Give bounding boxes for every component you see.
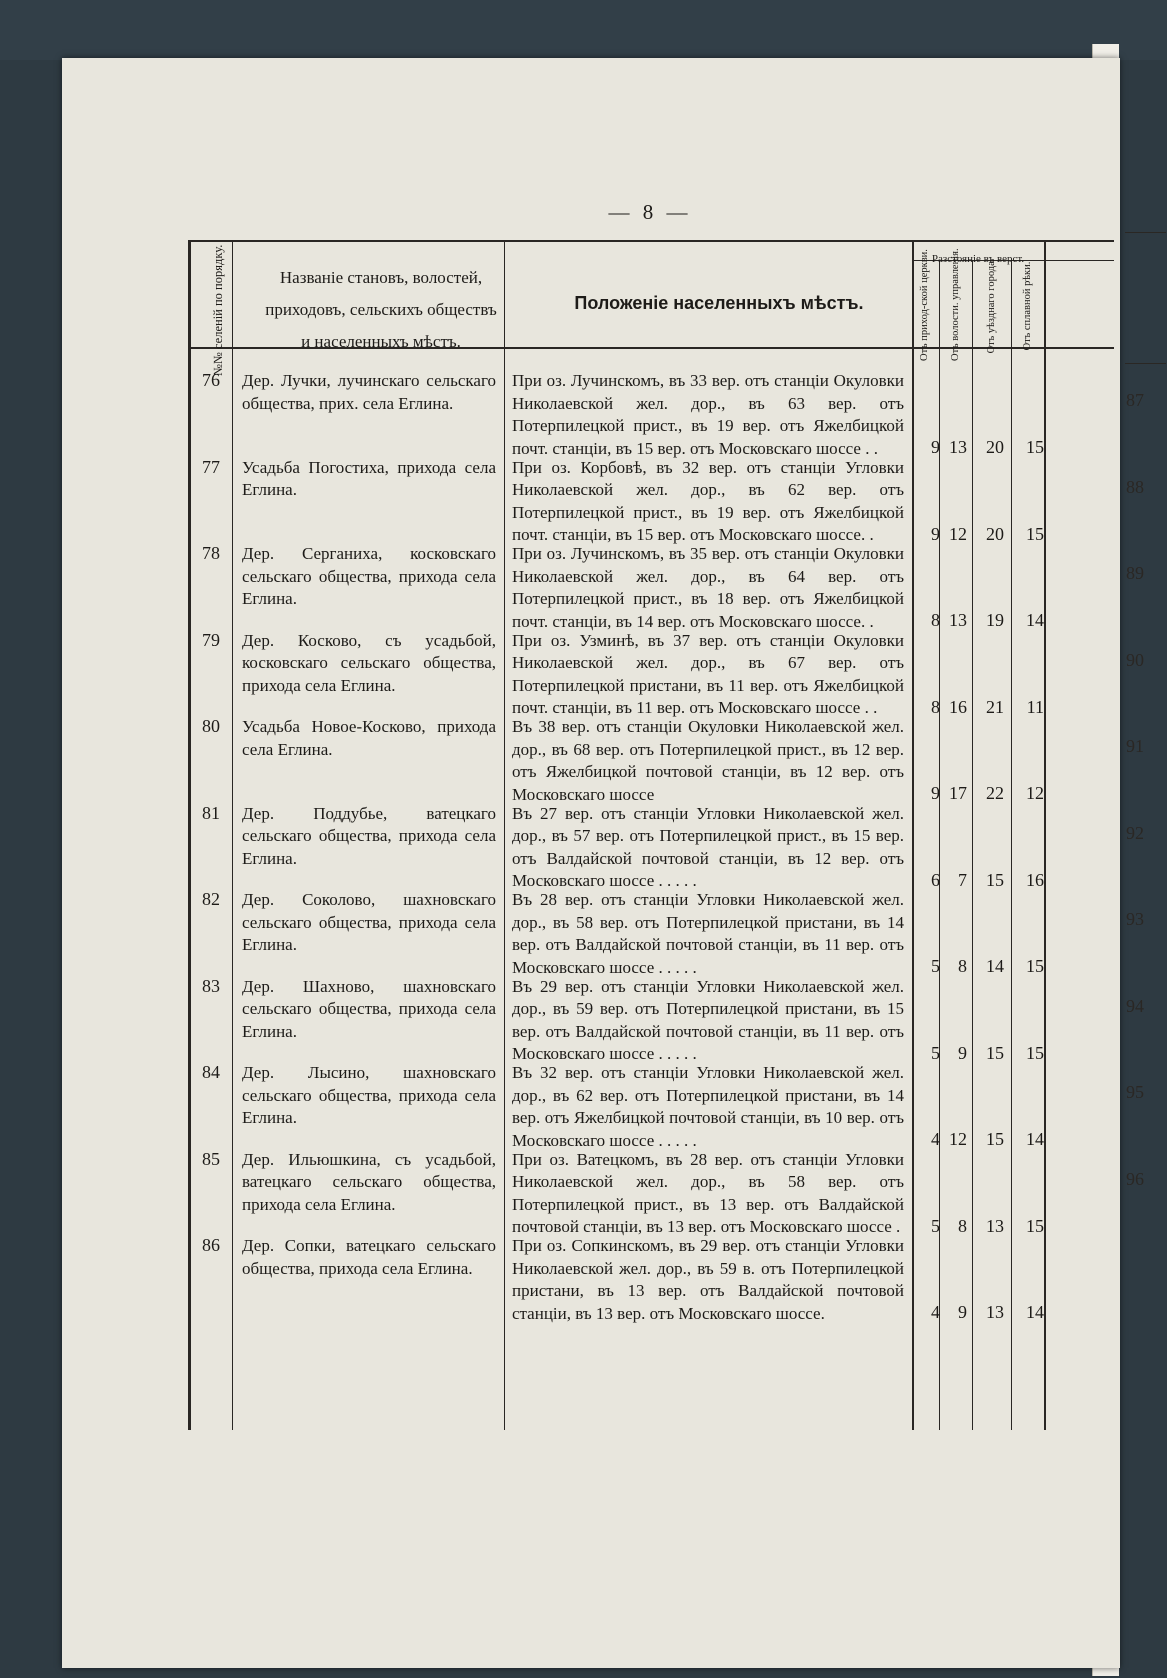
header-names-line: Названіе становъ, волостей, [279, 268, 483, 287]
dist-town: 20 [986, 437, 1004, 457]
row-place-name: Дер. Ильюшкина, съ усадьбой, ватецкаго сельскаго общества, прихода села Еглина. [242, 1149, 496, 1214]
neighbor-page-number: 87 [1126, 390, 1144, 410]
dist-volost: 9 [958, 1042, 967, 1063]
header-names-line: приходовъ, сельскихъ обществъ [265, 300, 497, 319]
dist-river: 16 [1026, 869, 1044, 890]
row-place-name: Дер. Сопки, ватецкаго сельскаго общества, прихода села Еглина. [242, 1236, 496, 1278]
dist-church: 4 [931, 1129, 940, 1149]
row-place-name: Дер. Поддубье, ватецкаго сельскаго общества, прихода села Еглина. [242, 803, 496, 868]
row-number: 83 [202, 975, 220, 996]
dist-church: 5 [931, 1042, 940, 1063]
dist-town: 22 [986, 783, 1004, 803]
dist-river: 15 [1026, 956, 1044, 976]
dist-river: 14 [1026, 1302, 1044, 1322]
dist-town: 15 [986, 1129, 1004, 1149]
row-position-text: При оз. Корбовѣ, въ 32 вер. отъ станціи Угловки Николаевской жел. дор., въ 62 вер. отъ Потерпилецкой прист., въ 19 вер. отъ Яжелбицкой почт. станціи, въ 15 вер. отъ Московскаго шоссе. . [512, 457, 904, 545]
row-position-text: При оз. Ватецкомъ, въ 28 вер. отъ станціи Угловки Николаевской жел. дор., въ 58 вер. отъ Потерпилецкой прист., въ 13 вер. отъ Валдайской почтовой станціи, въ 13 вер. отъ Московскаго шоссе . [512, 1149, 904, 1237]
dist-river: 15 [1026, 1215, 1044, 1236]
dist-church: 5 [931, 1215, 940, 1236]
row-position-text: При оз. Узминѣ, въ 37 вер. отъ станціи Окуловки Николаевской жел. дор., въ 67 вер. отъ Потерпилецкой пристани, въ 11 вер. отъ Яжелбицкой почт. станціи, въ 11 вер. отъ Московскаго шоссе . . [512, 630, 904, 718]
row-position-text: Въ 38 вер. отъ станціи Окуловки Николаевской жел. дор., въ 68 вер. отъ Потерпилецкой прист., въ 12 вер. отъ Яжелбицкой почтовой станціи, въ 12 вер. отъ Московскаго шоссе [512, 717, 904, 804]
header-distances-title: Разстояніе въ верст. [931, 253, 1025, 265]
dist-town: 14 [986, 956, 1004, 976]
dist-church: 6 [931, 869, 940, 890]
row-position-text: При оз. Лучинскомъ, въ 35 вер. отъ станціи Окуловки Николаевской жел. дор., въ 64 вер. отъ Потерпилецкой прист., въ 18 вер. отъ Яжелбицкой почт. станціи, въ 14 вер. отъ Московскаго шоссе. . [512, 544, 904, 631]
dist-church: 9 [931, 437, 940, 457]
row-place-name: Дер. Лысино, шахновскаго сельскаго общества, прихода села Еглина. [242, 1063, 496, 1128]
row-number: 86 [202, 1235, 220, 1255]
header-dist-church: Отъ приход-ской церкви. [919, 249, 930, 361]
dist-church: 9 [931, 783, 940, 803]
row-place-name: Дер. Косково, съ усадьбой, косковскаго сельскаго общества, прихода села Еглина. [242, 630, 496, 695]
dist-town: 13 [986, 1302, 1004, 1322]
dist-river: 14 [1026, 1129, 1044, 1149]
header-names-line: и населенныхъ мѣстъ. [301, 332, 461, 351]
dist-rule-2 [972, 260, 973, 1430]
row-position-text: Въ 28 вер. отъ станціи Угловки Николаевской жел. дор., въ 58 вер. отъ Потерпилецкой пристани, въ 14 вер. отъ Валдайской почтовой станціи, въ 11 вер. отъ Московскаго шоссе . . . . . [512, 890, 904, 977]
col-rule-1 [232, 240, 233, 1430]
neighbor-page-number: 88 [1126, 476, 1144, 497]
col-rule-3 [912, 240, 914, 1430]
dist-town: 15 [986, 869, 1004, 890]
header-dist-river: Отъ сплавной рѣки. [1022, 261, 1033, 351]
dist-river: 15 [1026, 1042, 1044, 1063]
row-number: 77 [202, 456, 220, 477]
dist-river: 15 [1026, 523, 1044, 544]
dist-volost: 8 [958, 1215, 967, 1236]
header-col-position: Положеніе населенныхъ мѣстъ. [574, 293, 864, 313]
dist-town: 13 [986, 1215, 1004, 1236]
row-place-name: Усадьба Погостиха, прихода села Еглина. [242, 457, 496, 500]
header-col-number: №№ селеній по порядку. [211, 244, 225, 376]
dist-volost: 16 [949, 696, 967, 717]
row-number: 79 [202, 629, 220, 650]
header-col-names [246, 262, 516, 358]
dist-rule-3 [1011, 260, 1012, 1430]
neighbor-page-number: 89 [1126, 563, 1144, 583]
dist-volost: 12 [949, 523, 967, 544]
neighbor-page-number: 90 [1126, 649, 1144, 670]
neighbor-page-number: 92 [1126, 822, 1144, 843]
table-top-rule [188, 240, 1114, 242]
dist-river: 11 [1026, 696, 1044, 717]
row-position-text: При оз. Лучинскомъ, въ 33 вер. отъ станціи Окуловки Николаевской жел. дор., въ 63 вер. отъ Потерпилецкой прист., въ 19 вер. отъ Яжелбицкой почт. станціи, въ 15 вер. отъ Московскаго шоссе . . [512, 371, 904, 458]
row-number: 85 [202, 1148, 220, 1169]
row-number: 84 [202, 1062, 220, 1082]
dist-river: 12 [1026, 783, 1044, 803]
dist-church: 4 [931, 1302, 940, 1322]
row-place-name: Усадьба Новое-Косково, прихода села Еглина. [242, 717, 496, 759]
row-place-name: Дер. Соколово, шахновскаго сельскаго общества, прихода села Еглина. [242, 890, 496, 955]
dist-volost: 12 [949, 1129, 967, 1149]
row-position-text: Въ 32 вер. отъ станціи Угловки Николаевской жел. дор., въ 62 вер. отъ Потерпилецкой пристани, въ 14 вер. отъ Яжелбицкой почтовой станціи, въ 10 вер. отъ Московскаго шоссе . . . . . [512, 1063, 904, 1150]
dist-rule-1 [939, 260, 940, 1430]
row-number: 76 [202, 370, 220, 390]
header-dist-volost: Отъ волости. управленія. [950, 248, 961, 361]
row-place-name: Дер. Серганиха, косковскаго сельскаго общества, прихода села Еглина. [242, 544, 496, 609]
dist-volost: 13 [949, 437, 967, 457]
dist-town: 21 [986, 696, 1004, 717]
dist-volost: 8 [958, 956, 967, 976]
row-place-name: Дер. Лучки, лучинскаго сельскаго общества, прих. села Еглина. [242, 371, 496, 413]
row-position-text: Въ 29 вер. отъ станціи Угловки Николаевской жел. дор., въ 59 вер. отъ Потерпилецкой пристани, въ 15 вер. отъ Валдайской почтовой станціи, въ 11 вер. отъ Московскаго шоссе . . . . . [512, 976, 904, 1064]
dist-volost: 13 [949, 610, 967, 630]
row-number: 78 [202, 543, 220, 563]
dist-church: 8 [931, 696, 940, 717]
neighbor-page-number: 93 [1126, 909, 1144, 929]
row-position-text: При оз. Сопкинскомъ, въ 29 вер. отъ станціи Угловки Николаевской жел. дор., въ 59 в. отъ Потерпилецкой пристани, въ 13 вер. отъ Валдайской почтовой станціи, въ 13 вер. отъ Московскаго шоссе. [512, 1236, 904, 1323]
dist-volost: 7 [958, 869, 967, 890]
gazetteer-table [194, 244, 1114, 1440]
neighbor-page-number: 91 [1126, 736, 1144, 756]
row-number: 81 [202, 802, 220, 823]
header-dist-town: Отъ уѣзднаго города. [986, 258, 997, 354]
dist-town: 20 [986, 523, 1004, 544]
dist-church: 8 [931, 610, 940, 630]
neighbor-page-number: 95 [1126, 1082, 1144, 1102]
row-place-name: Дер. Шахново, шахновскаго сельскаго общества, прихода села Еглина. [242, 976, 496, 1041]
neighbor-page-number: 96 [1126, 1168, 1144, 1189]
dist-volost: 17 [949, 783, 967, 803]
neighbor-page-number: 94 [1126, 995, 1144, 1016]
table-right-rule [1044, 240, 1046, 1430]
dist-town: 15 [986, 1042, 1004, 1063]
dist-church: 5 [931, 956, 940, 976]
dist-church: 9 [931, 523, 940, 544]
row-number: 82 [202, 889, 220, 909]
row-number: 80 [202, 716, 220, 736]
page-number: — 8 — [608, 200, 692, 224]
dist-town: 19 [986, 610, 1004, 630]
row-position-text: Въ 27 вер. отъ станціи Угловки Николаевской жел. дор., въ 57 вер. отъ Потерпилецкой прист., въ 15 вер. отъ Валдайской почтовой станціи, въ 12 вер. отъ Московскаго шоссе . . . . . [512, 803, 904, 891]
dist-river: 14 [1026, 610, 1044, 630]
scan-background [0, 0, 1167, 60]
neighbor-page-header [1125, 232, 1166, 364]
dist-river: 15 [1026, 437, 1044, 457]
col-rule-2 [504, 240, 505, 1430]
dist-volost: 9 [958, 1302, 967, 1322]
